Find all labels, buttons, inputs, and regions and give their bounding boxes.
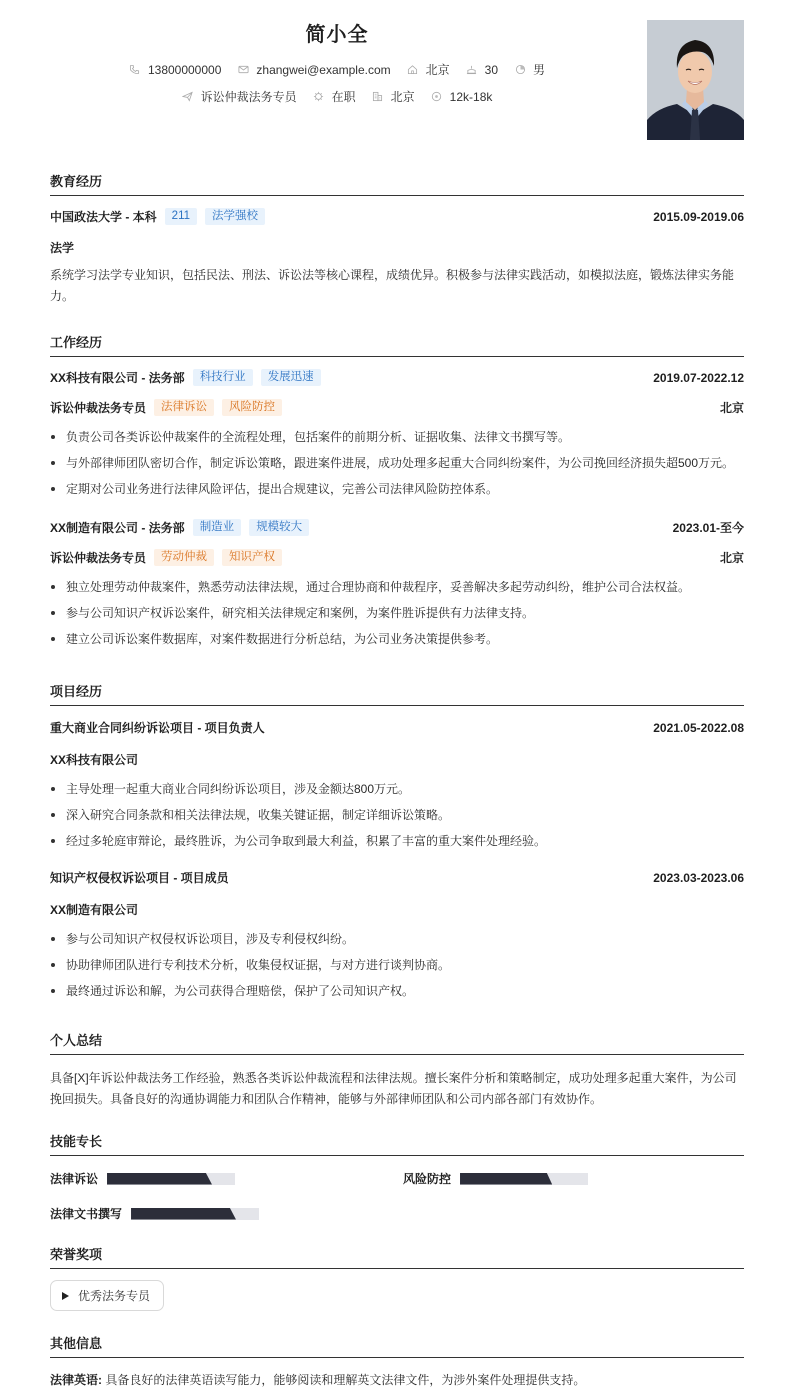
company-tag: 科技行业 (193, 369, 253, 386)
contact-row (50, 61, 624, 78)
bullet-item: 建立公司诉讼案件数据库，对案件数据进行分析总结，为公司业务决策提供参考。 (50, 626, 744, 652)
work-location: 北京 (719, 551, 744, 565)
company-name: XX科技有限公司 - 法务部 (50, 371, 185, 385)
skills-section (50, 1131, 744, 1156)
company-tag: 规模较大 (249, 519, 309, 536)
position-tag: 知识产权 (222, 549, 282, 566)
bullet-item: 独立处理劳动仲裁案件，熟悉劳动法律法规，通过合理协商和仲裁程序，妥善解决多起劳动纠纷，维护公司合法权益。 (50, 574, 744, 600)
work-date: 2019.07-2022.12 (653, 370, 744, 385)
work-section (50, 332, 744, 357)
section-title-other: 其他信息 (50, 1333, 744, 1358)
section-title-projects: 项目经历 (50, 681, 744, 706)
position-name: 诉讼仲裁法务专员 (50, 551, 147, 565)
intent-city: 北京 (372, 88, 415, 105)
bullet-item: 负责公司各类诉讼仲裁案件的全流程处理，包括案件的前期分析、证据收集、法律文书撰写等。 (50, 424, 744, 450)
job-intent-row (50, 88, 624, 105)
major: 法学 (50, 241, 75, 255)
gender-icon (514, 64, 526, 76)
bullet-item: 定期对公司业务进行法律风险评估，提出合规建议，完善公司法律风险防控体系。 (50, 476, 744, 502)
work-location: 北京 (719, 401, 744, 415)
other-section (50, 1333, 744, 1391)
bullet-item: 经过多轮庭审辩论，最终胜诉，为公司争取到最大利益，积累了丰富的重大案件处理经验。 (50, 828, 744, 854)
section-title-education: 教育经历 (50, 171, 744, 196)
contact-phone: 13800000000 (129, 63, 221, 77)
other-item-text: 具备良好的法律英语读写能力，能够阅读和理解英文法律文件，为涉外案件处理提供支持。 (105, 1373, 586, 1387)
education-section (50, 171, 744, 196)
position-name: 诉讼仲裁法务专员 (50, 401, 147, 415)
project-company: XX科技有限公司 (50, 753, 139, 767)
contact-email: zhangwei@example.com (237, 63, 390, 77)
project-company: XX制造有限公司 (50, 903, 139, 917)
mail-icon (237, 64, 249, 76)
contact-age: 30 (466, 63, 498, 77)
project-item (50, 869, 744, 1004)
section-title-work: 工作经历 (50, 332, 744, 357)
bullet-item: 协助律师团队进行专利技术分析，收集侵权证据，与对方进行谈判协商。 (50, 952, 744, 978)
bullet-item: 主导处理一起重大商业合同纠纷诉讼项目，涉及金额达800万元。 (50, 776, 744, 802)
candidate-name: 简小全 (305, 24, 369, 46)
caret-right-icon (62, 1292, 69, 1300)
contact-gender: 男 (514, 61, 545, 78)
position-tag: 劳动仲裁 (154, 549, 214, 566)
summary-text: 具备[X]年诉讼仲裁法务工作经验，熟悉各类诉讼仲裁流程和法律法规。擅长案件分析和策略制定，成功处理多起重大案件，为公司挽回损失。具备良好的沟通协调能力和团队合作精神，能够与外部律师团队和公司内部各部门有效协作。 (50, 1071, 737, 1106)
other-item-label: 法律英语: (50, 1373, 102, 1387)
awards-list (50, 1280, 744, 1311)
skill-name: 风险防控 (403, 1172, 452, 1186)
position-tag: 法律诉讼 (154, 399, 214, 416)
summary-section (50, 1030, 744, 1110)
project-bullets (50, 776, 744, 854)
skill-item (50, 1170, 235, 1187)
intent-position: 诉讼仲裁法务专员 (182, 88, 297, 105)
building-icon (372, 91, 384, 103)
work-date: 2023.01-至今 (672, 521, 744, 535)
school-name: 中国政法大学 - 本科 (50, 210, 157, 224)
home-icon (407, 64, 419, 76)
status-icon (313, 91, 325, 103)
company-name: XX制造有限公司 - 法务部 (50, 521, 185, 535)
project-bullets (50, 926, 744, 1004)
work-item (50, 519, 744, 652)
projects-section (50, 681, 744, 706)
section-title-summary: 个人总结 (50, 1030, 744, 1055)
skill-bar-fill (131, 1208, 236, 1220)
work-bullets (50, 574, 744, 652)
work-item (50, 369, 744, 502)
project-item (50, 719, 744, 854)
bullet-item: 最终通过诉讼和解，为公司获得合理赔偿，保护了公司知识产权。 (50, 978, 744, 1004)
project-date: 2023.03-2023.06 (653, 870, 744, 885)
school-tag: 211 (165, 208, 197, 225)
skill-bar (460, 1173, 588, 1185)
project-name: 重大商业合同纠纷诉讼项目 - 项目负责人 (50, 721, 265, 735)
contact-city: 北京 (407, 61, 450, 78)
company-tag: 发展迅速 (261, 369, 321, 386)
other-item (50, 1370, 744, 1391)
project-date: 2021.05-2022.08 (653, 720, 744, 735)
intent-salary: 12k-18k (431, 90, 493, 104)
salary-icon (431, 91, 443, 103)
resume-page (50, 0, 744, 1387)
school-tag: 法学强校 (205, 208, 265, 225)
bullet-item: 与外部律师团队密切合作，制定诉讼策略，跟进案件进展，成功处理多起重大合同纠纷案件，为公司挽回经济损失超500万元。 (50, 450, 744, 476)
section-title-awards: 荣誉奖项 (50, 1244, 744, 1269)
project-name: 知识产权侵权诉讼项目 - 项目成员 (50, 871, 229, 885)
skill-item (50, 1205, 259, 1222)
send-icon (182, 91, 194, 103)
work-bullets (50, 424, 744, 502)
skill-bar-fill (107, 1173, 212, 1185)
company-tag: 制造业 (193, 519, 242, 536)
award-label: 优秀法务专员 (78, 1289, 151, 1303)
education-date: 2015.09-2019.06 (653, 209, 744, 224)
award-toggle-button[interactable] (50, 1280, 164, 1311)
skill-bar (107, 1173, 235, 1185)
skill-name: 法律文书撰写 (50, 1207, 123, 1221)
phone-icon (129, 64, 141, 76)
skill-bar-fill (460, 1173, 552, 1185)
education-description: 系统学习法学专业知识，包括民法、刑法、诉讼法等核心课程，成绩优异。积极参与法律实践活动，如模拟法庭，锻炼法律实务能力。 (50, 268, 735, 303)
resume-header (50, 0, 744, 150)
education-item (50, 208, 744, 307)
bullet-item: 参与公司知识产权诉讼案件，研究相关法律规定和案例，为案件胜诉提供有力法律支持。 (50, 600, 744, 626)
bullet-item: 参与公司知识产权侵权诉讼项目，涉及专利侵权纠纷。 (50, 926, 744, 952)
awards-section (50, 1244, 744, 1269)
bullet-item: 深入研究合同条款和相关法律法规，收集关键证据，制定详细诉讼策略。 (50, 802, 744, 828)
age-icon (466, 64, 478, 76)
intent-status: 在职 (313, 88, 356, 105)
profile-photo (647, 20, 744, 140)
position-tag: 风险防控 (222, 399, 282, 416)
skill-name: 法律诉讼 (50, 1172, 99, 1186)
skill-bar (131, 1208, 259, 1220)
section-title-skills: 技能专长 (50, 1131, 744, 1156)
skill-item (403, 1170, 588, 1187)
